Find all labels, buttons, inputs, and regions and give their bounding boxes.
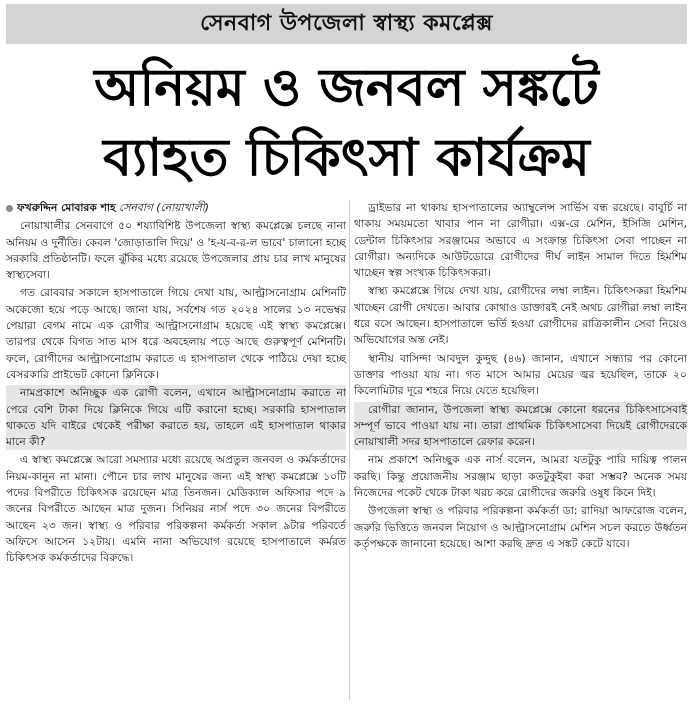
byline-location: সেনবাগ (নোয়াখালী)	[119, 201, 209, 214]
quote-paragraph: নামপ্রকাশে অনিচ্ছুক এক রোগী বলেন, এখানে আল্ট্রাসনোগ্রাম করাতে না পেরে বেশি টাকা দিয়ে ক্লিনিকে গিয়ে এটি করানো হচ্ছে। সরকারি হাসপাতাল থাকতে যদি বাইরে থেকেই পরীক্ষা করাতে হয়, তাহলে এই হাসপাতাল থাকার মানে কী?	[6, 385, 346, 450]
paragraph: এ স্বাস্থ্য কমপ্লেক্সে আরো সমস্যার মধ্যে রয়েছে অপ্রতুল জনবল ও কর্মকর্তাদের নিয়ম-কানুন না মানা। পৌনে চার লাখ মানুষের জন্য এই স্বাস্থ্য কমপ্লেক্সে ১০টি পদের বিপরীতে চিকিৎসক রয়েছেন মাত্র তিনজন। মেডিক্যাল অফিসার পদে ৯ জনের বিপরীতে আছেন মাত্র দুজন। সিনিয়র নার্স পদে ৩০ জনের বিপরীতে আছেন ২৩ জন। স্বাস্থ্য ও পরিবার পরিকল্পনা কর্মকর্তা সকাল ৯টার পরিবর্তে অফিসে আসেন ১২টায়। এমনি নানা অভিযোগ রয়েছে হাসপাতালে কর্মরত চিকিৎসক কর্মকর্তাদের বিরুদ্ধে।	[6, 453, 346, 565]
article-column-right	[354, 200, 687, 554]
paragraph: নাম প্রকাশে অনিচ্ছুক এক নার্স বলেন, আমরা যতটুকু পারি দায়িত্ব পালন করছি। কিন্তু প্রয়োজনীয় সরঞ্জাম ছাড়া কতটুকুইবা করা সম্ভব? অনেক সময় নিজেদের পকেট থেকে টাকা খরচ করে রোগীদের জরুরি ওষুধ কিনে দিই।	[354, 453, 687, 500]
column-divider	[349, 200, 350, 700]
byline	[6, 200, 346, 216]
paragraph: ড্রাইভার না থাকায় হাসপাতালের অ্যাম্বুলেন্স সার্ভিস বন্ধ রয়েছে। বাবুর্চি না থাকায় সময়মতো খাবার পান না রোগীরা। এক্স-রে মেশিন, ইসিজি মেশিন, ডেন্টাল চিকিৎসার সরঞ্জামের অভাবে এ সংক্রান্ত চিকিৎসা সেবা পাচ্ছেন না রোগীরা। অন্যদিকে আউটডোরে রোগীদের দীর্ঘ লাইন সামাল দিতে হিমশিম খাচ্ছেন স্বল্প সংখ্যক চিকিৎসকরা।	[354, 201, 687, 280]
paragraph: নোয়াখালীর সেনবাগে ৫০ শয্যাবিশিষ্ট উপজেলা স্বাস্থ্য কমপ্লেক্সে চলছে নানা অনিয়ম ও দুর্নীতি। কেবল 'জোড়াতালি দিয়ে' ও 'হ-য-ব-র-ল ভাবে' চালানো হচ্ছে সরকারি প্রতিষ্ঠানটি। ফলে ঝুঁকির মধ্যে রয়েছে উপজেলার প্রায় চার লাখ মানুষের স্বাস্থ্যসেবা।	[6, 219, 346, 282]
paragraph: গত রোববার সকালে হাসপাতালে গিয়ে দেখা যায়, আল্ট্রাসনোগ্রাম মেশিনটি অকেজো হয়ে পড়ে আছে। জানা যায়, সর্বশেষ গত ২০২৪ সালের ১৩ নভেম্বর পেয়ারা বেগম নামে এক রোগীর আল্ট্রাসনোগ্রাম হয়েছে এই স্বাস্থ্য কমপ্লেক্সে। তারপর থেকে বিগত সাত মাস ধরে অবহেলায় পড়ে আছে গুরুত্বপূর্ণ মেশিনটি। ফলে, রোগীদের আল্ট্রাসনোগ্রাম করাতে এ হাসপাতাল থেকে পাঠিয়ে দেয়া হচ্ছে বেসরকারি প্রাইভেট কোনো ক্লিনিকে।	[6, 286, 346, 381]
paragraph: উপজেলা স্বাস্থ্য ও পরিবার পরিকল্পনা কর্মকর্তা ডা: রাদিয়া আফরোজ বলেন, জরুরি ভিত্তিতে জনবল নিয়োগ ও আল্ট্রাসনোগ্রাম মেশিন সচল করতে উর্ধ্বতন কর্তৃপক্ষকে জানানো হয়েছে। আশা করছি দ্রুত এ সঙ্কট কেটে যাবে।	[354, 504, 687, 550]
headline-line-1: অনিয়ম ও জনবল সঙ্কটে	[94, 58, 599, 118]
article-column-left	[6, 200, 346, 569]
paragraph: স্থানীয় বাসিন্দা আবদুল কুদ্দুছ (৪৬) জানান, এখানে সন্ধ্যার পর কোনো ডাক্তার পাওয়া যায় না। গত মাসে আমার মেয়ের জ্বর হয়েছিল, তাকে ২০ কিলোমিটার দূরে শহরে নিয়ে যেতে হয়েছিল।	[354, 351, 687, 398]
kicker-banner	[6, 4, 687, 44]
byline-name: ফখরুদ্দিন মোবারক শাহ	[17, 201, 116, 214]
paragraph: স্বাস্থ্য কমপ্লেক্সে গিয়ে দেখা যায়, রোগীদের লম্বা লাইন। চিকিৎসকরা হিমশিম খাচ্ছেন রোগী দেখতে। আবার কোথাও ডাক্তারই নেই অথচ রোগীরা লম্বা লাইন ধরে বসে আছেন। হাসপাতালে ভর্তি হওয়া রোগীদের রাত্রিকালীন সেবা নিয়েও অভিযোগের অন্ত নেই।	[354, 284, 687, 347]
bullet-icon	[6, 205, 13, 212]
highlight-paragraph: রোগীরা জানান, উপজেলা স্বাস্থ্য কমপ্লেক্সে কোনো ধরনের চিকিৎসাসেবাই সম্পূর্ণ ভাবে পাওয়া যায় না। তারা প্রাথমিক চিকিৎসাসেবা দিয়েই রোগীদেরকে নোয়াখালী সদর হাসপাতালে রেফার করেন।	[354, 402, 687, 451]
kicker-text: সেনবাগ উপজেলা স্বাস্থ্য কমপ্লেক্স	[200, 10, 493, 36]
headline-line-2: ব্যাহত চিকিৎসা কার্যক্রম	[103, 128, 590, 188]
